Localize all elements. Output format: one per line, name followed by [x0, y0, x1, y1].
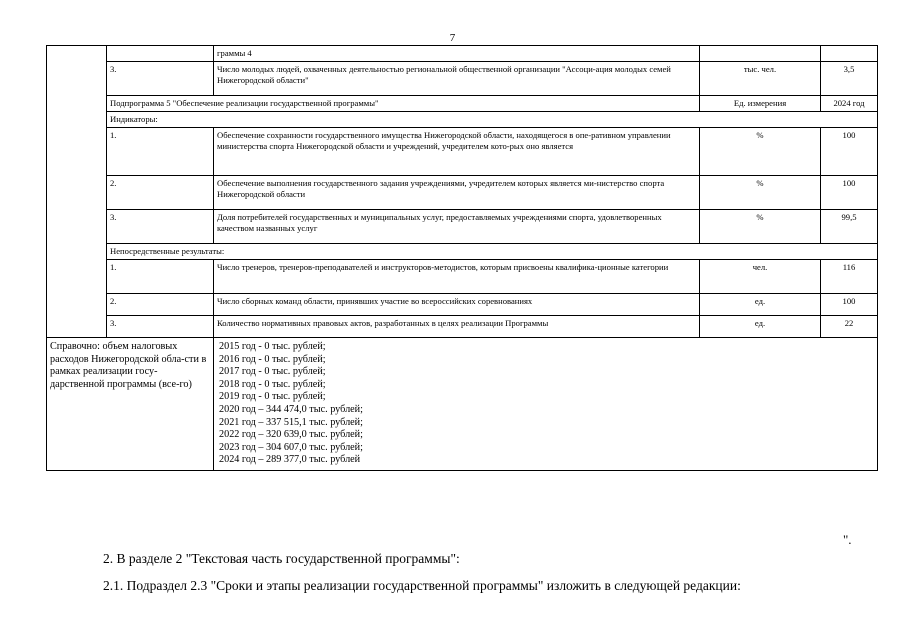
row-num-cell: 3.: [107, 316, 214, 338]
subprogram-title: Подпрограмма 5 "Обеспечение реализации государственной программы": [107, 96, 700, 112]
table-row: [47, 316, 878, 338]
year-line: 2020 год – 344 474,0 тыс. рублей;: [219, 403, 363, 415]
row-value-cell: 100: [821, 176, 878, 210]
table-row: [47, 46, 878, 62]
row-text-cell: Обеспечение выполнения государственного задания учреждениями, учредителем которых является ми-нистерство спорта Нижегородской области: [214, 176, 700, 210]
paragraph-section-2: 2. В разделе 2 "Текстовая часть государственной программы":: [103, 551, 460, 566]
row-unit-cell: тыс. чел.: [700, 62, 821, 96]
year-line: 2019 год - 0 тыс. рублей;: [219, 391, 326, 403]
paragraph-subsection-2-3: 2.1. Подраздел 2.3 "Сроки и этапы реализации государственной программы" изложить в следующей редакции:: [103, 578, 741, 593]
row-value-cell: 3,5: [821, 62, 878, 96]
unit-header: Ед. измерения: [700, 96, 821, 112]
row-num-cell: [107, 46, 214, 62]
row-num-cell: 1.: [107, 260, 214, 294]
row-num-cell: 2.: [107, 294, 214, 316]
page-number: 7: [449, 32, 456, 44]
row-num-cell: 2.: [107, 176, 214, 210]
left-blank-cell: [47, 46, 107, 338]
row-unit-cell: чел.: [700, 260, 821, 294]
year-line: 2017 год - 0 тыс. рублей;: [219, 366, 326, 378]
year-line: 2015 год - 0 тыс. рублей;: [219, 341, 326, 352]
table-row: [47, 294, 878, 316]
reference-row: [47, 338, 878, 471]
table-row: [47, 128, 878, 176]
year-line: 2024 год – 289 377,0 тыс. рублей: [219, 454, 361, 466]
row-text-cell: Количество нормативных правовых актов, разработанных в целях реализации Программы: [214, 316, 700, 338]
row-value-cell: 22: [821, 316, 878, 338]
year-header: 2024 год: [821, 96, 878, 112]
table-row: [47, 176, 878, 210]
row-value-cell: 100: [821, 128, 878, 176]
row-unit-cell: [700, 46, 821, 62]
row-text-cell: граммы 4: [214, 46, 700, 62]
row-unit-cell: ед.: [700, 294, 821, 316]
year-line: 2023 год – 304 607,0 тыс. рублей;: [219, 441, 363, 453]
row-text-cell: Число тренеров, тренеров-преподавателей и инструкторов-методистов, которым присвоены квалифика-ционные категории: [214, 260, 700, 294]
row-text-cell: Обеспечение сохранности государственного имущества Нижегородской области, находящегося в опе-ративном управлении министерства спорта Нижегородской области и учреждений, учредителем кото-рых оно является: [214, 128, 700, 176]
subprogram-header-row: [47, 96, 878, 112]
year-line: 2022 год – 320 639,0 тыс. рублей;: [219, 429, 363, 441]
row-unit-cell: %: [700, 176, 821, 210]
year-line: 2018 год - 0 тыс. рублей;: [219, 378, 326, 390]
row-value-cell: [821, 46, 878, 62]
table-row: [47, 260, 878, 294]
row-text-cell: Число сборных команд области, принявших участие во всероссийских соревнованиях: [214, 294, 700, 316]
row-value-cell: 116: [821, 260, 878, 294]
row-unit-cell: ед.: [700, 316, 821, 338]
row-unit-cell: %: [700, 210, 821, 244]
closing-quote-mark: ".: [843, 532, 852, 547]
reference-years: [214, 338, 878, 471]
passport-table: [46, 45, 878, 471]
table-row: [47, 210, 878, 244]
section-label-row: [47, 112, 878, 128]
row-num-cell: 3.: [107, 62, 214, 96]
year-line: 2021 год – 337 515,1 тыс. рублей;: [219, 416, 363, 428]
row-text-cell: Число молодых людей, охваченных деятельностью региональной общественной организации "Ассоци-ация молодых семей Нижегородской области": [214, 62, 700, 96]
row-num-cell: 3.: [107, 210, 214, 244]
row-text-cell: Доля потребителей государственных и муниципальных услуг, предоставляемых учреждениями спорта, удовлетворенных качеством названных услуг: [214, 210, 700, 244]
row-value-cell: 100: [821, 294, 878, 316]
row-unit-cell: %: [700, 128, 821, 176]
year-line: 2016 год - 0 тыс. рублей;: [219, 353, 326, 365]
indicators-label: Индикаторы:: [107, 112, 878, 128]
section-label-row: [47, 244, 878, 260]
row-value-cell: 99,5: [821, 210, 878, 244]
table-row: [47, 62, 878, 96]
row-num-cell: 1.: [107, 128, 214, 176]
results-label: Непосредственные результаты:: [107, 244, 878, 260]
reference-label: Справочно: объем налоговых расходов Нижегородской обла-сти в рамках реализации госу-дарственной программы (все-го): [47, 338, 214, 471]
